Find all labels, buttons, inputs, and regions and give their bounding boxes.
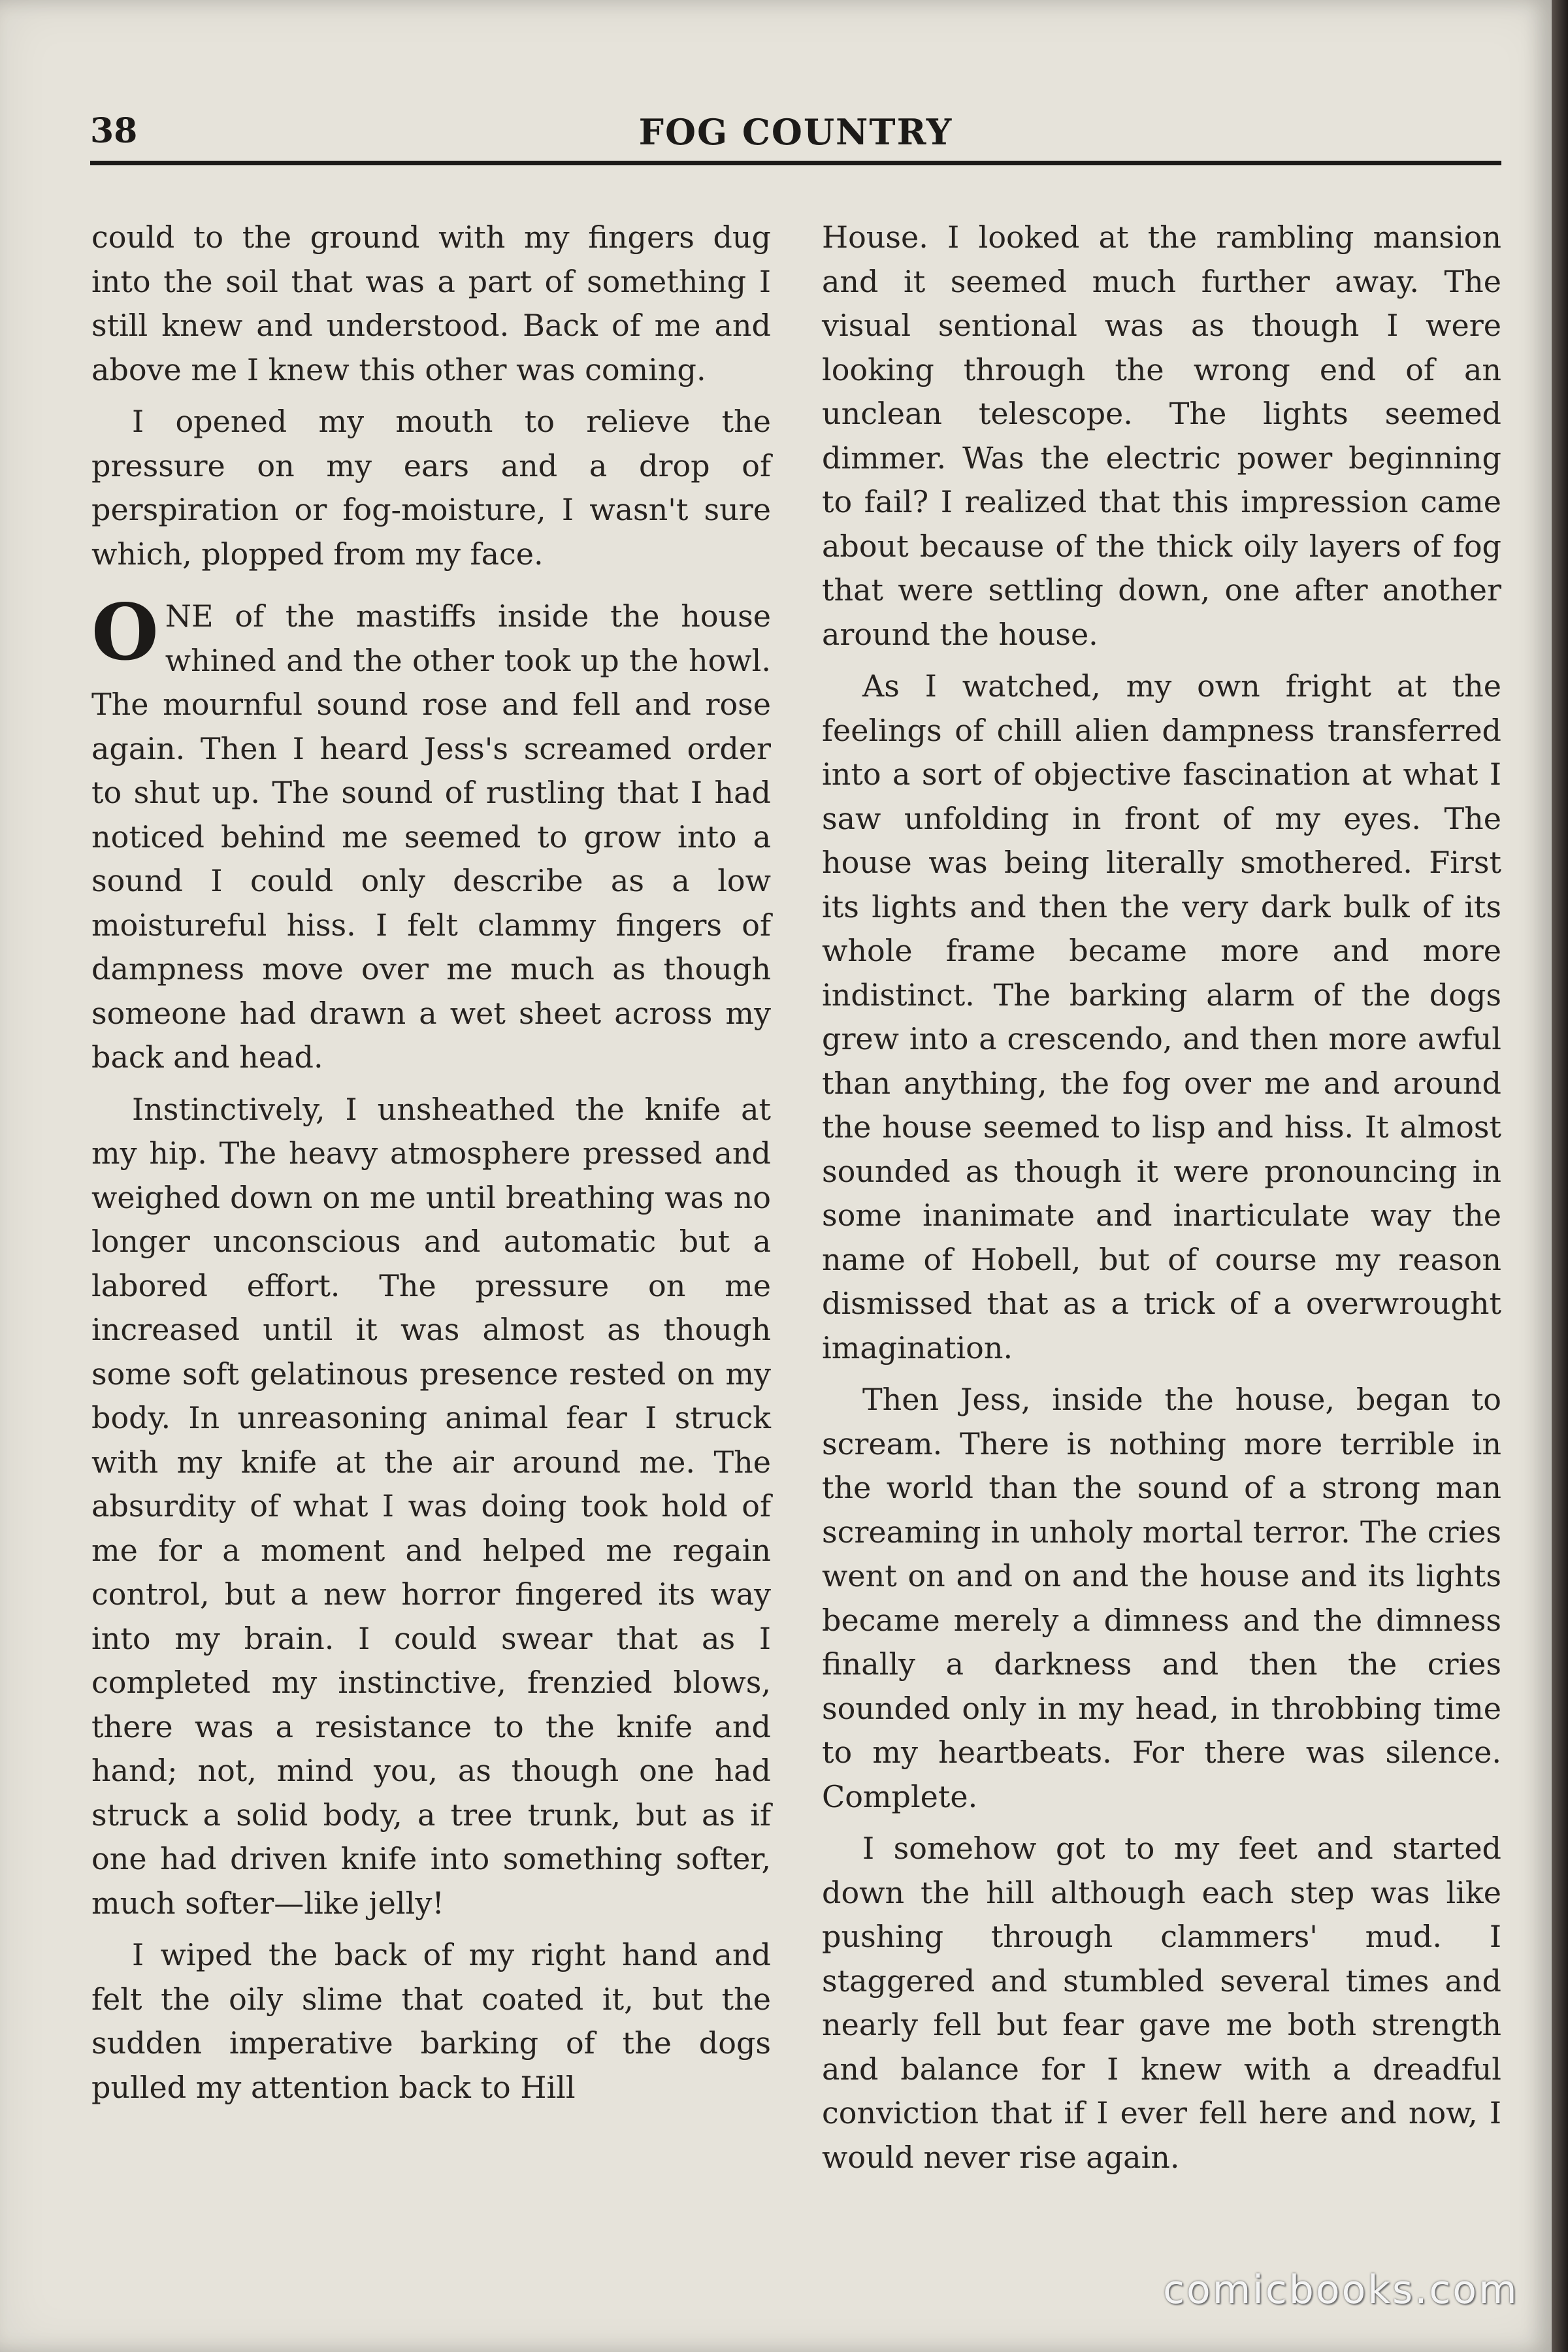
section-start-paragraph <box>91 587 771 1080</box>
right-column <box>822 216 1501 2187</box>
paragraph: House. I looked at the rambling mansion and it seemed much further away. The visual sentional was as though I were looking through the wrong end of an unclean telescope. The lights seemed dimmer. Was the electric power beginning to fail? I realized that this impression came about because of the thick oily layers of fog that were settling down, one after another around the house. <box>822 220 1501 652</box>
page-edge <box>1552 0 1568 2352</box>
source-watermark: comicbooks.com <box>1163 2267 1519 2313</box>
left-column <box>91 216 771 2117</box>
paragraph: I somehow got to my feet and started down the hill although each step was like pushing through clammers' mud. I staggered and stumbled several times and nearly fell but fear gave me both strength and balance for I knew with a dreadful conviction that if I ever fell here and now, I would never rise again. <box>822 1831 1501 2175</box>
paragraph: I opened my mouth to relieve the pressure on my ears and a drop of perspiration or fog-moisture, I wasn't sure which, plopped from my face. <box>91 404 771 572</box>
running-title: FOG COUNTRY <box>638 111 953 153</box>
paragraph: Then Jess, inside the house, began to scream. There is nothing more terrible in the world than the sound of a strong man screaming in unholy mortal terror. The cries went on and on and the house and its lights became merely a dimness and the dimness finally a darkness and then the cries sounded only in my head, in throbbing time to my heartbeats. For there was silence. Complete. <box>822 1382 1501 1814</box>
paragraph-text: NE of the mastiffs inside the house whined and the other took up the howl. The mournful sound rose and fell and rose again. Then I heard Jess's screamed order to shut up. The sound of rustling that I had noticed behind me seemed to grow into a sound I could only describe as a low moistureful hiss. I felt clammy fingers of dampness move over me much as though someone had drawn a wet sheet across my back and head. <box>91 598 771 1075</box>
paragraph: As I watched, my own fright at the feelings of chill alien dampness transferred into a sort of objective fascination at what I saw unfolding in front of my eyes. The house was being literally smothered. First its lights and then the very dark bulk of its whole frame became more and more indistinct. The barking alarm of the dogs grew into a crescendo, and then more awful than anything, the fog over me and around the house seemed to lisp and hiss. It almost sounded as though it were pronouncing in some inanimate and inarticulate way the name of Hobell, but of course my reason dismissed that as a trick of a overwrought imagination. <box>822 668 1501 1365</box>
paragraph: could to the ground with my fingers dug into the soil that was a part of something I still knew and understood. Back of me and above me I knew this other was coming. <box>91 220 771 387</box>
drop-cap: O <box>91 587 159 678</box>
page-number: 38 <box>90 111 138 151</box>
header-rule <box>90 161 1501 165</box>
paragraph: I wiped the back of my right hand and felt the oily slime that coated it, but the sudden imperative barking of the dogs pulled my attention back to Hill <box>91 1937 771 2105</box>
page-header <box>90 111 1501 157</box>
paragraph: Instinctively, I unsheathed the knife at my hip. The heavy atmosphere pressed and weighed down on me until breathing was no longer unconscious and automatic but a labored effort. The pressure on me increased until it was almost as though some soft gelatinous presence rested on my body. In unreasoning animal fear I struck with my knife at the air around me. The absurdity of what I was doing took hold of me for a moment and helped me regain control, but a new horror fingered its way into my brain. I could swear that as I completed my instinctive, frenzied blows, there was a resistance to the knife and hand; not, mind you, as though one had struck a solid body, a tree trunk, but as if one had driven knife into something softer, much softer—like jelly! <box>91 1091 771 1921</box>
